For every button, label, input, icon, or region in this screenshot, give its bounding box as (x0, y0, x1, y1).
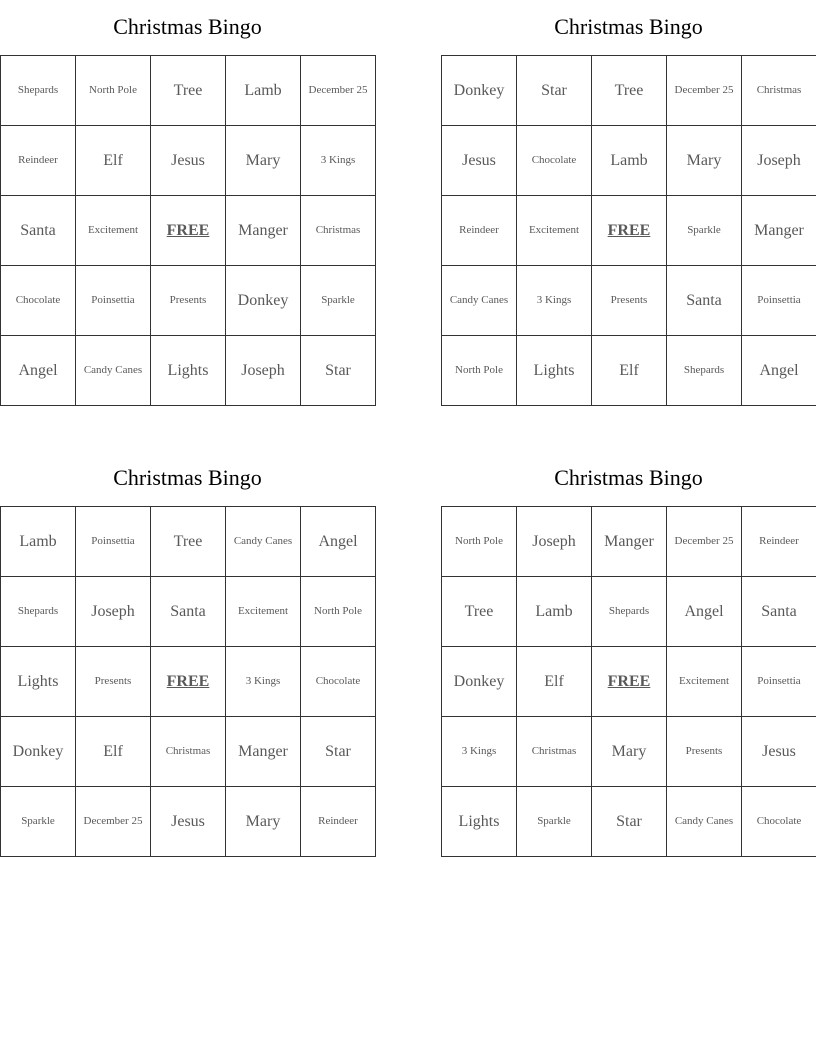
bingo-cell: Angel (301, 507, 376, 577)
bingo-cell: Santa (151, 577, 226, 647)
bingo-cell: Christmas (517, 717, 592, 787)
bingo-cell: Reindeer (301, 787, 376, 857)
bingo-cell: Christmas (301, 196, 376, 266)
free-space-cell: FREE (151, 196, 226, 266)
bingo-cell: 3 Kings (442, 717, 517, 787)
bingo-cell: Donkey (226, 266, 301, 336)
bingo-cell: Candy Canes (76, 336, 151, 406)
bingo-cell: Manger (226, 717, 301, 787)
bingo-cell: Donkey (442, 56, 517, 126)
bingo-cell: Chocolate (301, 647, 376, 717)
bingo-cell: Lamb (592, 126, 667, 196)
bingo-card-2 (441, 0, 816, 406)
bingo-cell: Angel (1, 336, 76, 406)
bingo-cell: Shepards (1, 56, 76, 126)
bingo-cell: Lamb (517, 577, 592, 647)
bingo-cell: Christmas (742, 56, 816, 126)
bingo-cell: Star (301, 336, 376, 406)
bingo-cell: Presents (76, 647, 151, 717)
bingo-cell: December 25 (667, 56, 742, 126)
bingo-cell: Reindeer (442, 196, 517, 266)
grid-row (442, 336, 816, 406)
grid-row (442, 196, 816, 266)
bingo-cell: Poinsettia (742, 647, 816, 717)
bingo-cell: Mary (592, 717, 667, 787)
bingo-grid (441, 506, 816, 857)
bingo-cell: Sparkle (1, 787, 76, 857)
bingo-cell: Candy Canes (442, 266, 517, 336)
bingo-cell: North Pole (301, 577, 376, 647)
bingo-cell: 3 Kings (301, 126, 376, 196)
bingo-cell: Excitement (226, 577, 301, 647)
card-title: Christmas Bingo (113, 465, 262, 490)
bingo-cell: Sparkle (667, 196, 742, 266)
bingo-cell: Poinsettia (76, 266, 151, 336)
bingo-cell: Joseph (742, 126, 816, 196)
bingo-cell: Santa (742, 577, 816, 647)
bingo-cell: Excitement (517, 196, 592, 266)
bingo-grid (441, 55, 816, 406)
bingo-cell: Donkey (442, 647, 517, 717)
card-title: Christmas Bingo (554, 465, 703, 490)
bingo-cell: Tree (592, 56, 667, 126)
bingo-cell: Santa (1, 196, 76, 266)
bingo-cell: Tree (151, 507, 226, 577)
bingo-cell: Lamb (1, 507, 76, 577)
bingo-cell: Shepards (667, 336, 742, 406)
bingo-cell: Lights (151, 336, 226, 406)
bingo-cell: Elf (76, 717, 151, 787)
grid-row (442, 717, 816, 787)
bingo-cell: Shepards (592, 577, 667, 647)
bingo-cell: Presents (667, 717, 742, 787)
bingo-cell: Elf (592, 336, 667, 406)
bingo-cell: Sparkle (517, 787, 592, 857)
grid-row (1, 787, 376, 857)
bingo-cell: December 25 (301, 56, 376, 126)
grid-row (442, 787, 816, 857)
grid-row (442, 507, 816, 577)
bingo-cell: Candy Canes (667, 787, 742, 857)
bingo-cell: Candy Canes (226, 507, 301, 577)
bingo-cell: Tree (442, 577, 517, 647)
bingo-cell: Manger (592, 507, 667, 577)
bingo-cell: Presents (592, 266, 667, 336)
bingo-cell: Elf (517, 647, 592, 717)
bingo-cell: Santa (667, 266, 742, 336)
bingo-cell: Manger (742, 196, 816, 266)
bingo-cell: Excitement (667, 647, 742, 717)
bingo-grid (0, 55, 376, 406)
bingo-cell: Jesus (151, 126, 226, 196)
bingo-cell: Shepards (1, 577, 76, 647)
bingo-cell: North Pole (76, 56, 151, 126)
grid-row (442, 577, 816, 647)
free-space-cell: FREE (592, 647, 667, 717)
bingo-cell: Elf (76, 126, 151, 196)
free-space-cell: FREE (592, 196, 667, 266)
bingo-cell: Tree (151, 56, 226, 126)
bingo-cell: Reindeer (1, 126, 76, 196)
bingo-cell: Lights (442, 787, 517, 857)
bingo-cell: 3 Kings (517, 266, 592, 336)
bingo-cell: North Pole (442, 507, 517, 577)
bingo-cell: Joseph (76, 577, 151, 647)
grid-row (1, 717, 376, 787)
bingo-card-4 (441, 451, 816, 857)
bingo-cell: Mary (226, 126, 301, 196)
bingo-cell: Jesus (742, 717, 816, 787)
bingo-cell: Chocolate (742, 787, 816, 857)
grid-row (1, 266, 376, 336)
free-space-cell: FREE (151, 647, 226, 717)
bingo-cell: Star (592, 787, 667, 857)
bingo-cell: December 25 (76, 787, 151, 857)
bingo-cell: Angel (667, 577, 742, 647)
bingo-cell: Mary (226, 787, 301, 857)
bingo-cell: Manger (226, 196, 301, 266)
bingo-cell: Star (517, 56, 592, 126)
bingo-cell: Presents (151, 266, 226, 336)
grid-row (442, 56, 816, 126)
grid-row (1, 647, 376, 717)
grid-row (1, 507, 376, 577)
bingo-cell: Poinsettia (76, 507, 151, 577)
bingo-cell: Joseph (517, 507, 592, 577)
bingo-cell: Joseph (226, 336, 301, 406)
grid-row (442, 266, 816, 336)
bingo-cell: Chocolate (1, 266, 76, 336)
bingo-cell: Jesus (151, 787, 226, 857)
bingo-cell: Lamb (226, 56, 301, 126)
bingo-cell: Chocolate (517, 126, 592, 196)
bingo-cell: December 25 (667, 507, 742, 577)
bingo-grid (0, 506, 376, 857)
bingo-card-1 (0, 0, 375, 406)
bingo-cell: Star (301, 717, 376, 787)
bingo-cell: Jesus (442, 126, 517, 196)
bingo-cell: 3 Kings (226, 647, 301, 717)
grid-row (442, 647, 816, 717)
grid-row (442, 126, 816, 196)
bingo-cell: Christmas (151, 717, 226, 787)
bingo-cell: Donkey (1, 717, 76, 787)
bingo-cell: Mary (667, 126, 742, 196)
bingo-cell: Excitement (76, 196, 151, 266)
bingo-cell: Lights (1, 647, 76, 717)
bingo-cell: Poinsettia (742, 266, 816, 336)
grid-row (1, 336, 376, 406)
bingo-cell: Angel (742, 336, 816, 406)
bingo-cell: Reindeer (742, 507, 816, 577)
bingo-cell: Sparkle (301, 266, 376, 336)
grid-row (1, 56, 376, 126)
bingo-cell: North Pole (442, 336, 517, 406)
grid-row (1, 126, 376, 196)
grid-row (1, 196, 376, 266)
grid-row (1, 577, 376, 647)
bingo-card-3 (0, 451, 375, 857)
bingo-cell: Lights (517, 336, 592, 406)
card-title: Christmas Bingo (554, 14, 703, 39)
card-title: Christmas Bingo (113, 14, 262, 39)
